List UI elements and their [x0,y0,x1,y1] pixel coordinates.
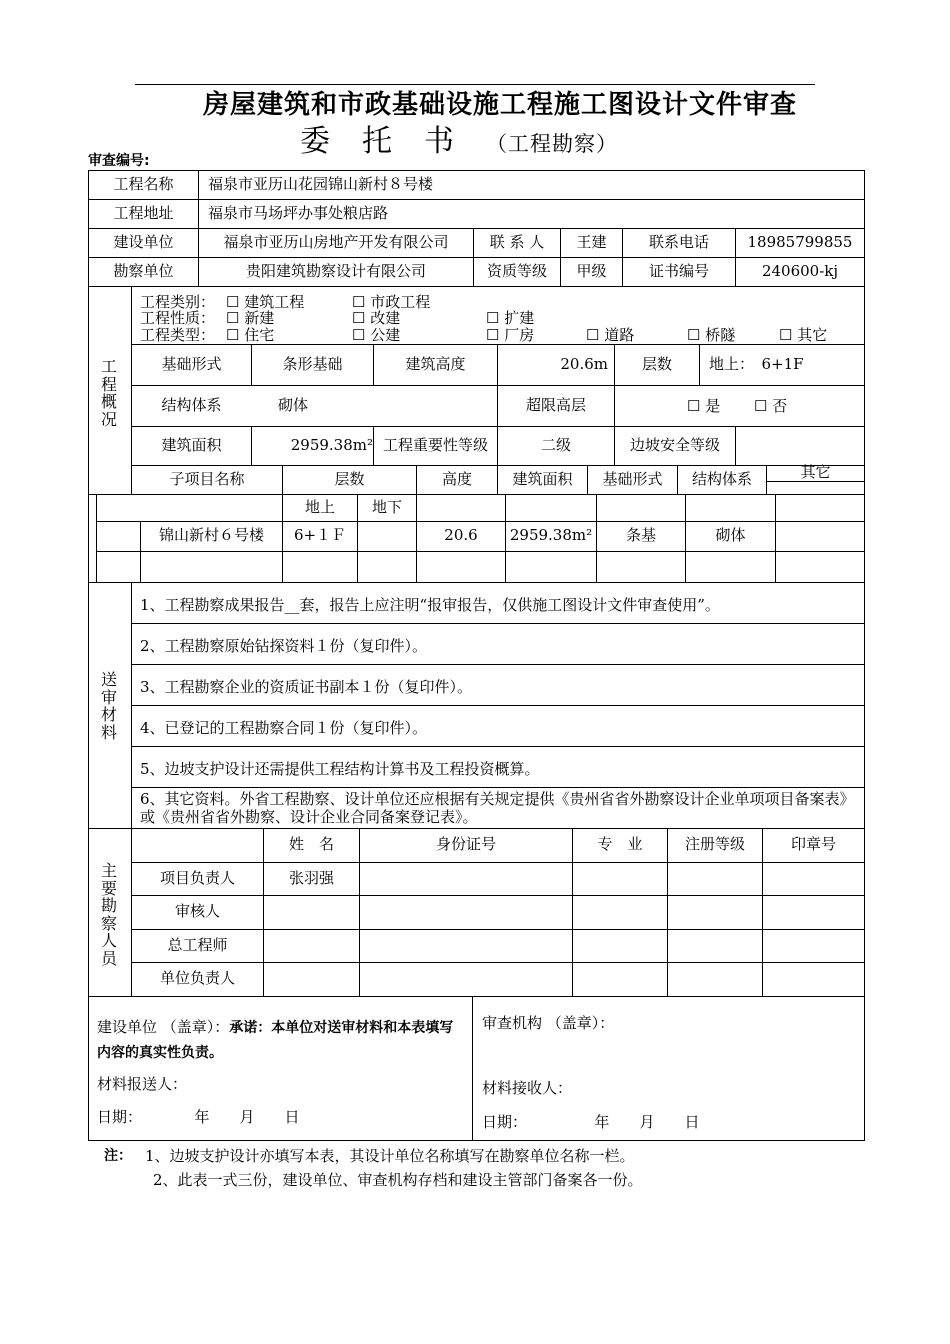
personnel-header-id: 身份证号 [435,835,496,854]
project-name-label: 工程名称 [113,174,174,193]
structure-value: 砌体 [278,395,309,414]
area-value: 2959.38m² [290,435,373,454]
option-label: 道路 [604,326,635,344]
personnel-role-2: 审核人 [174,902,220,921]
phone-value: 18985799855 [747,232,853,251]
document-title: 房屋建筑和市政基础设施工程施工图设计文件审查 [202,90,797,120]
type-option-road[interactable] [586,327,634,344]
materials-section-label: 送审材料 [100,670,117,742]
subitem-structure: 砌体 [715,526,746,545]
subitem-name: 锦山新村６号楼 [158,526,264,545]
importance-value: 二级 [540,435,571,454]
foundation-value: 条形基础 [282,354,343,373]
option-label: 改建 [370,309,401,327]
personnel-section-label: 主要勘察人员 [100,861,117,968]
subitem-header-height: 高度 [441,469,472,488]
height-value: 20.6m [560,354,608,373]
slope-value [736,426,864,465]
submitter-label: 材料报送人： [97,1075,188,1093]
subitem-header-above: 地上 [304,497,335,516]
builder-commitment [97,1015,467,1065]
checkbox-icon: ☐ [486,309,500,327]
type-option-other[interactable] [779,327,827,344]
builder-promise: 承诺：本单位对送审材料和本表填写内容的真实性负责。 [97,1020,454,1061]
checkbox-icon: ☐ [754,397,768,415]
material-item-2: 2、工程勘察原始钻探资料１份（复印件）。 [140,637,428,655]
personnel-header-seal: 印章号 [790,835,836,854]
subitem-other [776,521,864,551]
personnel-role-3: 总工程师 [167,935,228,954]
foundation-label: 基础形式 [161,354,222,373]
personnel-role-4: 单位负责人 [159,969,235,988]
phone-label: 联系电话 [648,232,709,251]
survey-unit-value: 贵阳建筑勘察设计有限公司 [245,261,426,280]
subitem-header-foundation: 基础形式 [602,469,663,488]
category-label: 工程类别： [140,293,216,311]
review-number-label: 审查编号: [88,153,150,169]
survey-unit-label: 勘察单位 [113,261,174,280]
nature-label: 工程性质： [140,309,216,327]
type-option-residential[interactable] [226,327,274,344]
type-option-public[interactable] [352,327,400,344]
nature-option-expand[interactable] [486,310,534,327]
nature-option-new[interactable] [226,310,274,327]
nature-option-rebuild[interactable] [352,310,400,327]
subitem-height: 20.6 [444,526,478,545]
personnel-role-1: 项目负责人 [159,868,235,887]
overview-section-label: 工程概况 [100,357,117,429]
option-label: 市政工程 [370,293,431,311]
review-seal-label: 审查机构 （盖章）： [482,1014,615,1032]
option-label: 厂房 [504,326,535,344]
checkbox-icon: ☐ [352,293,366,311]
floors-label: 层数 [641,354,672,373]
document-subtitle [300,116,618,160]
material-item-6: 6、其它资料。外省工程勘察、设计单位还应根据有关规定提供《贵州省省外勘察设计企业单项项目备案表》或《贵州省省外勘察、设计企业合同备案登记表》。 [140,790,855,826]
type-option-bridge[interactable] [687,327,735,344]
material-item-5: 5、边坡支护设计还需提供工程结构计算书及工程投资概算。 [140,760,540,778]
slope-label: 边坡安全等级 [629,435,720,454]
checkbox-icon: ☐ [352,326,366,344]
title-sub: （工程勘察） [486,132,618,156]
checkbox-icon: ☐ [226,293,240,311]
material-item-3: 3、工程勘察企业的资质证书副本１份（复印件）。 [140,678,473,696]
material-item-1: 1、工程勘察成果报告__套，报告上应注明“报审报告，仅供施工图设计文件审查使用”。 [140,596,720,614]
subitem-area: 2959.38m² [509,526,593,545]
subitem-header-name: 子项目名称 [169,469,245,488]
subitem-header-floors: 层数 [334,469,365,488]
note-1: 1、边坡支护设计亦填写本表，其设计单位名称填写在勘察单位名称一栏。 [145,1147,635,1165]
cert-label: 证书编号 [648,261,709,280]
option-label: 否 [772,397,788,415]
review-date: 日期： 年 月 日 [482,1113,700,1131]
option-label: 新建 [244,309,275,327]
floors-value: 地上： 6+1F [709,354,804,373]
option-label: 桥隧 [705,326,736,344]
importance-label: 工程重要性等级 [382,435,488,454]
subitem-header-structure: 结构体系 [691,469,752,488]
qualification-value: 甲级 [576,261,607,280]
contact-value: 王建 [576,232,607,251]
title-main: 委托书 [300,124,486,159]
personnel-name-1: 张羽强 [288,868,334,887]
receiver-label: 材料接收人： [482,1079,573,1097]
option-label: 公建 [370,326,401,344]
overheight-yes[interactable] [687,398,720,415]
structure-label: 结构体系 [161,395,222,414]
subitem-header-area: 建筑面积 [512,469,573,488]
note-2: 2、此表一式三份，建设单位、审查机构存档和建设主管部门备案各一份。 [153,1171,643,1189]
personnel-header-name: 姓 名 [288,835,334,854]
checkbox-icon: ☐ [586,326,600,344]
notes-label: 注： [104,1148,132,1164]
project-name-value: 福泉市亚历山花园锦山新村８号楼 [208,174,434,193]
project-address-value: 福泉市马场坪办事处粮店路 [208,203,389,222]
subitem-below [358,521,416,551]
subitem-header-below: 地下 [371,497,402,516]
option-label: 其它 [797,326,828,344]
personnel-name-3 [264,929,359,962]
subitem-header-other: 其它 [800,463,831,482]
personnel-header-major: 专 业 [597,835,643,854]
builder-date: 日期： 年 月 日 [97,1108,300,1126]
overheight-label: 超限高层 [525,395,586,414]
option-label: 扩建 [504,309,535,327]
builder-seal-label: 建设单位 （盖章）： [97,1018,230,1036]
builder-label: 建设单位 [113,232,174,251]
checkbox-icon: ☐ [486,326,500,344]
checkbox-icon: ☐ [226,309,240,327]
checkbox-icon: ☐ [687,326,701,344]
project-address-label: 工程地址 [113,203,174,222]
material-item-4: 4、已登记的工程勘察合同１份（复印件）。 [140,719,428,737]
cert-value: 240600-kj [761,261,839,280]
type-label: 工程类型： [140,326,216,344]
height-label: 建筑高度 [405,354,466,373]
option-label: 住宅 [244,326,275,344]
personnel-header-level: 注册等级 [684,835,745,854]
builder-value: 福泉市亚历山房地产开发有限公司 [223,232,449,251]
subitem-above: 6+１Ｆ [293,526,347,545]
checkbox-icon: ☐ [352,309,366,327]
personnel-name-2 [264,895,359,929]
checkbox-icon: ☐ [226,326,240,344]
personnel-name-4 [264,962,359,996]
checkbox-icon: ☐ [687,397,701,415]
overheight-no[interactable] [754,398,787,415]
qualification-label: 资质等级 [486,261,547,280]
area-label: 建筑面积 [161,435,222,454]
subitem-foundation: 条基 [625,526,656,545]
option-label: 是 [705,397,721,415]
option-label: 建筑工程 [244,293,305,311]
contact-label: 联 系 人 [489,232,545,251]
checkbox-icon: ☐ [779,326,793,344]
type-option-factory[interactable] [486,327,534,344]
